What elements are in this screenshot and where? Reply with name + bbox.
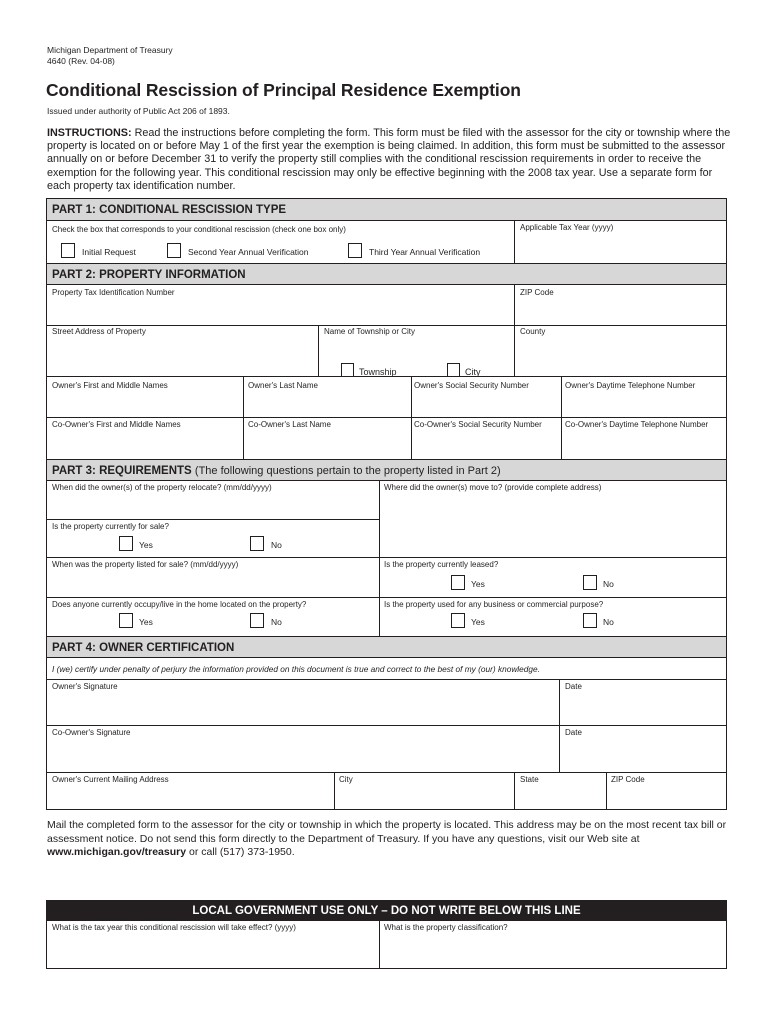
part2-header [47, 263, 726, 285]
leased-yes-checkbox[interactable] [451, 575, 465, 590]
city-checkbox[interactable] [447, 363, 460, 377]
initial-request-checkbox[interactable] [61, 243, 75, 258]
local-government-section [46, 900, 727, 969]
tax-year-label: Applicable Tax Year (yyyy) [520, 223, 614, 232]
owner-phone-field[interactable]: Owner's Daytime Telephone Number [565, 381, 696, 390]
coowner-last-name-field[interactable]: Co-Owner's Last Name [248, 420, 331, 429]
occupy-question: Does anyone currently occupy/live in the home located on the property? [52, 600, 307, 609]
page-title: Conditional Rescission of Principal Residence Exemption [46, 80, 521, 100]
move-to-address-field[interactable]: Where did the owner(s) move to? (provide complete address) [384, 483, 602, 492]
instructions [47, 127, 731, 193]
part3-header [47, 459, 726, 481]
owner-signature-date-field[interactable]: Date [565, 682, 582, 691]
coowner-signature-date-field[interactable]: Date [565, 728, 582, 737]
coowner-ssn-field[interactable]: Co-Owner's Social Security Number [414, 420, 542, 429]
local-use-header: LOCAL GOVERNMENT USE ONLY – DO NOT WRITE BELOW THIS LINE [47, 901, 726, 921]
mail-text: Mail the completed form to the assessor for the city or township in which the property is located. This address may be on the most recent tax bill or assessment notice. Do not send this form directly to the Department of Treasury. If you have any questions, visit our Web site at [47, 819, 727, 845]
business-no-label: No [603, 617, 614, 627]
treasury-website-link[interactable]: www.michigan.gov/treasury [47, 846, 187, 858]
initial-request-label: Initial Request [82, 247, 136, 257]
business-no-checkbox[interactable] [583, 613, 597, 628]
zip-code-field[interactable]: ZIP Code [520, 288, 554, 297]
third-year-label: Third Year Annual Verification [369, 247, 481, 257]
part1-check-label: Check the box that corresponds to your conditional rescission (check one box only) [52, 225, 346, 234]
effective-tax-year-field[interactable]: What is the tax year this conditional rescission will take effect? (yyyy) [52, 923, 296, 932]
for-sale-no-checkbox[interactable] [250, 536, 264, 551]
mailing-address-field[interactable]: Owner's Current Mailing Address [52, 775, 169, 784]
owner-last-name-field[interactable]: Owner's Last Name [248, 381, 318, 390]
city-label: City [465, 367, 481, 377]
township-label: Township [359, 367, 397, 377]
part1-title: PART 1: CONDITIONAL RESCISSION TYPE [52, 204, 287, 216]
part4-title: PART 4: OWNER CERTIFICATION [52, 642, 235, 654]
part4-header [47, 636, 726, 658]
agency-name: Michigan Department of Treasury [47, 45, 173, 55]
main-form [46, 198, 727, 810]
owner-ssn-field[interactable]: Owner's Social Security Number [414, 381, 529, 390]
form-number: 4640 (Rev. 04-08) [47, 56, 115, 66]
property-classification-field[interactable]: What is the property classification? [384, 923, 508, 932]
mailing-state-field[interactable]: State [520, 775, 539, 784]
occupy-yes-checkbox[interactable] [119, 613, 133, 628]
leased-question: Is the property currently leased? [384, 560, 499, 569]
part1-header [47, 199, 726, 221]
authority-note: Issued under authority of Public Act 206 of 1893. [47, 106, 230, 116]
certification-statement: I (we) certify under penalty of perjury the information provided on this document is true and correct to the best of my (our) knowledge. [52, 664, 540, 674]
occupy-no-checkbox[interactable] [250, 613, 264, 628]
owner-signature-field[interactable]: Owner's Signature [52, 682, 118, 691]
relocate-date-field[interactable]: When did the owner(s) of the property relocate? (mm/dd/yyyy) [52, 483, 272, 492]
instructions-label: INSTRUCTIONS: [47, 127, 132, 139]
parcel-number-field[interactable]: Property Tax Identification Number [52, 288, 175, 297]
for-sale-yes-checkbox[interactable] [119, 536, 133, 551]
township-city-name-field[interactable]: Name of Township or City [324, 327, 415, 336]
part2-title: PART 2: PROPERTY INFORMATION [52, 269, 246, 281]
mail-instructions [47, 819, 731, 860]
owner-first-name-field[interactable]: Owner's First and Middle Names [52, 381, 168, 390]
for-sale-no-label: No [271, 540, 282, 550]
occupy-no-label: No [271, 617, 282, 627]
coowner-phone-field[interactable]: Co-Owner's Daytime Telephone Number [565, 420, 709, 429]
for-sale-question: Is the property currently for sale? [52, 522, 169, 531]
instructions-text: Read the instructions before completing the form. This form must be filed with the assessor for the city or township where the property is located on or before May 1 of the first year the exemption is being claimed. In addition, this form must be submitted to the assessor annually on or before December 31 to verify the property still complies with the conditional rescission requirements in order to receive the exemption for the following year. This conditional rescission may only be effective beginning with the 2008 tax year. Use a separate form for each property tax identification number. [47, 127, 731, 192]
third-year-checkbox[interactable] [348, 243, 362, 258]
leased-yes-label: Yes [471, 579, 485, 589]
occupy-yes-label: Yes [139, 617, 153, 627]
part3-title: PART 3: REQUIREMENTS [52, 465, 192, 477]
coowner-signature-field[interactable]: Co-Owner's Signature [52, 728, 131, 737]
mailing-city-field[interactable]: City [339, 775, 353, 784]
business-yes-label: Yes [471, 617, 485, 627]
listed-date-field[interactable]: When was the property listed for sale? (mm/dd/yyyy) [52, 560, 239, 569]
mail-phone-text: or call (517) 373-1950. [186, 846, 295, 858]
business-question: Is the property used for any business or commercial purpose? [384, 600, 604, 609]
second-year-label: Second Year Annual Verification [188, 247, 309, 257]
leased-no-checkbox[interactable] [583, 575, 597, 590]
leased-no-label: No [603, 579, 614, 589]
street-address-field[interactable]: Street Address of Property [52, 327, 146, 336]
second-year-checkbox[interactable] [167, 243, 181, 258]
business-yes-checkbox[interactable] [451, 613, 465, 628]
part3-subtitle: (The following questions pertain to the property listed in Part 2) [194, 465, 501, 477]
coowner-first-name-field[interactable]: Co-Owner's First and Middle Names [52, 420, 181, 429]
township-checkbox[interactable] [341, 363, 354, 377]
mailing-zip-field[interactable]: ZIP Code [611, 775, 645, 784]
county-field[interactable]: County [520, 327, 546, 336]
for-sale-yes-label: Yes [139, 540, 153, 550]
